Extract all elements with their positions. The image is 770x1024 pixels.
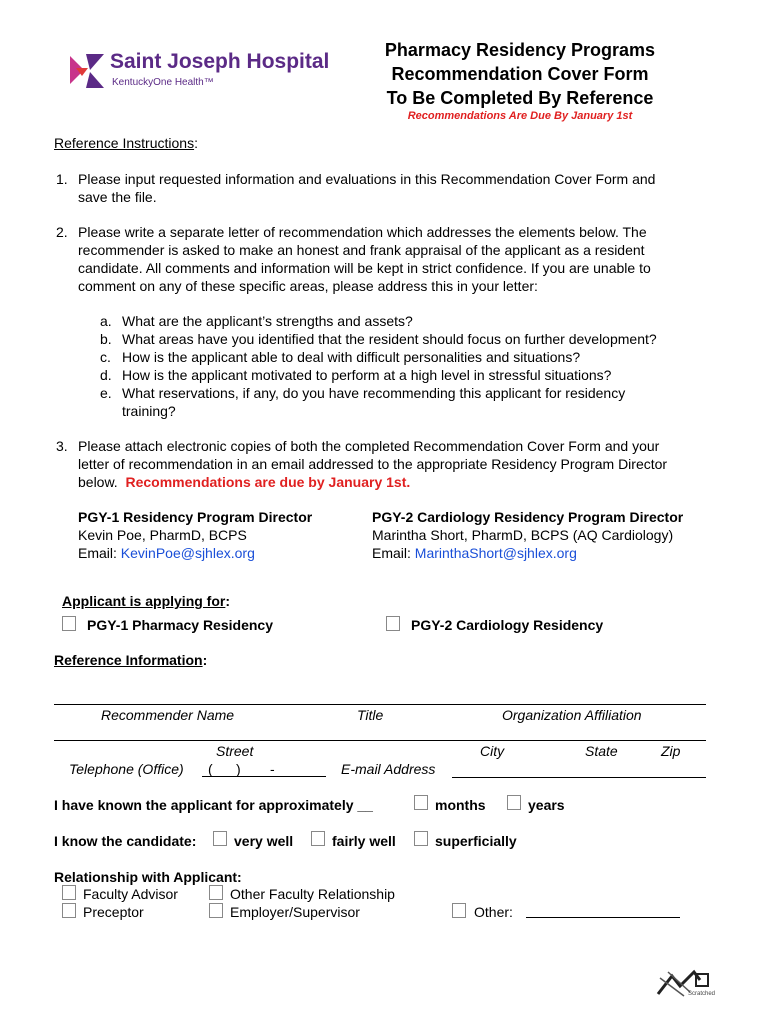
pgy2-email-link[interactable]: MarinthaShort@sjhlex.org — [414, 545, 577, 561]
stamp-label: Scratched — [688, 991, 716, 997]
address-line[interactable] — [54, 740, 706, 741]
pgy2-option-label: PGY-2 Cardiology Residency — [411, 617, 604, 633]
applying-heading: Applicant is applying for: — [62, 593, 231, 609]
instruction-1-text: Please input requested information and evaluations in this Recommendation Cover Form and save the file. — [78, 171, 656, 205]
title-label: Title — [357, 707, 384, 723]
other-field[interactable] — [526, 917, 680, 918]
sub-item-list — [100, 312, 740, 420]
telephone-field[interactable]: ( ) - — [202, 760, 326, 777]
instructions-heading: Reference Instructions: — [54, 135, 198, 151]
due-note: Recommendations Are Due By January 1st — [407, 110, 633, 122]
other-faculty-label: Other Faculty Relationship — [230, 886, 395, 902]
faculty-advisor-label: Faculty Advisor — [83, 886, 178, 902]
instruction-3-number: 3. — [56, 438, 68, 454]
sub-item: d. How is the applicant motivated to perform at a high level in stressful situations? — [100, 367, 612, 383]
other-checkbox[interactable] — [452, 903, 466, 918]
logo-subtitle: KentuckyOne Health™ — [112, 77, 214, 88]
pgy2-director-block: PGY-2 Cardiology Residency Program Director Marintha Short, PharmD, BCPS (AQ Cardiology) Email: MarinthaShort@sjhlex.org — [372, 508, 742, 562]
months-checkbox[interactable] — [414, 795, 428, 810]
organization-label: Organization Affiliation — [502, 707, 642, 723]
street-label: Street — [216, 743, 254, 759]
years-checkbox[interactable] — [507, 795, 521, 810]
instruction-3-text: Please attach electronic copies of both the completed Recommendation Cover Form and your letter of recommendation in an email addressed to the appropriate Residency Program Director below. Recommendations are due by January 1st. — [78, 438, 668, 490]
pgy2-option-checkbox[interactable] — [386, 616, 400, 631]
sub-item: c. How is the applicant able to deal with difficult personalities and situations? — [100, 349, 581, 365]
know-candidate-label: I know the candidate: — [54, 833, 197, 849]
preceptor-checkbox[interactable] — [62, 903, 76, 918]
hospital-logo — [66, 50, 346, 94]
employer-label: Employer/Supervisor — [230, 904, 360, 920]
telephone-label: Telephone (Office) — [69, 761, 184, 777]
instruction-2-number: 2. — [56, 224, 68, 240]
superficially-checkbox[interactable] — [414, 831, 428, 846]
other-label: Other: — [474, 904, 513, 920]
zip-label: Zip — [661, 743, 681, 759]
pgy2-director-heading: PGY-2 Cardiology Residency Program Director — [372, 509, 684, 525]
reference-info-heading: Reference Information: — [54, 652, 208, 668]
form-title — [360, 38, 680, 110]
relationship-heading: Relationship with Applicant: — [54, 869, 242, 885]
pgy1-director-heading: PGY-1 Residency Program Director — [78, 509, 313, 525]
pgy1-director-block: PGY-1 Residency Program Director Kevin Poe, PharmD, BCPS Email: KevinPoe@sjhlex.org — [78, 508, 358, 562]
faculty-advisor-checkbox[interactable] — [62, 885, 76, 900]
instruction-2-text: Please write a separate letter of recommendation which addresses the elements below. The recommender is asked to make an honest and frank appraisal of the applicant as a resident candidate. All comments and information will be kept in strict confidence. If you are unable to comment on any of these specific areas, please address this in your letter: — [78, 224, 651, 294]
logo-mark-icon — [66, 52, 106, 90]
sub-item: a. What are the applicant’s strengths and assets? — [100, 313, 413, 329]
instruction-1-number: 1. — [56, 171, 68, 187]
state-label: State — [585, 743, 618, 759]
pgy1-option-label: PGY-1 Pharmacy Residency — [87, 617, 273, 633]
pgy1-email-link[interactable]: KevinPoe@sjhlex.org — [120, 545, 255, 561]
sub-item: b. What areas have you identified that the resident should focus on further development? — [100, 331, 657, 347]
sub-item: e. What reservations, if any, do you have recommending this applicant for residency — [100, 385, 626, 401]
pgy2-director-name: Marintha Short, PharmD, BCPS (AQ Cardiology) — [372, 527, 674, 543]
fairly-well-checkbox[interactable] — [311, 831, 325, 846]
title-line-2: Recommendation Cover Form — [391, 64, 649, 84]
due-date-highlight: Recommendations are due by January 1st. — [125, 474, 411, 490]
title-line-3: To Be Completed By Reference — [386, 88, 654, 108]
pgy1-option-checkbox[interactable] — [62, 616, 76, 631]
recommender-line[interactable] — [54, 704, 706, 705]
sub-item-continuation: training? — [122, 403, 176, 419]
very-well-label: very well — [234, 833, 294, 849]
years-label: years — [528, 797, 565, 813]
logo-name: Saint Joseph Hospital — [110, 50, 330, 73]
recommender-name-label: Recommender Name — [101, 707, 235, 723]
email-label: E-mail Address — [341, 761, 436, 777]
pgy1-director-name: Kevin Poe, PharmD, BCPS — [78, 527, 247, 543]
months-label: months — [435, 797, 486, 813]
very-well-checkbox[interactable] — [213, 831, 227, 846]
known-duration-label: I have known the applicant for approximately __ — [54, 797, 373, 813]
employer-checkbox[interactable] — [209, 903, 223, 918]
title-line-1: Pharmacy Residency Programs — [384, 40, 656, 60]
other-faculty-checkbox[interactable] — [209, 885, 223, 900]
email-field[interactable] — [452, 761, 706, 778]
fairly-well-label: fairly well — [332, 833, 396, 849]
city-label: City — [480, 743, 505, 759]
preceptor-label: Preceptor — [83, 904, 144, 920]
footer-stamp — [650, 966, 720, 1000]
superficially-label: superficially — [435, 833, 517, 849]
